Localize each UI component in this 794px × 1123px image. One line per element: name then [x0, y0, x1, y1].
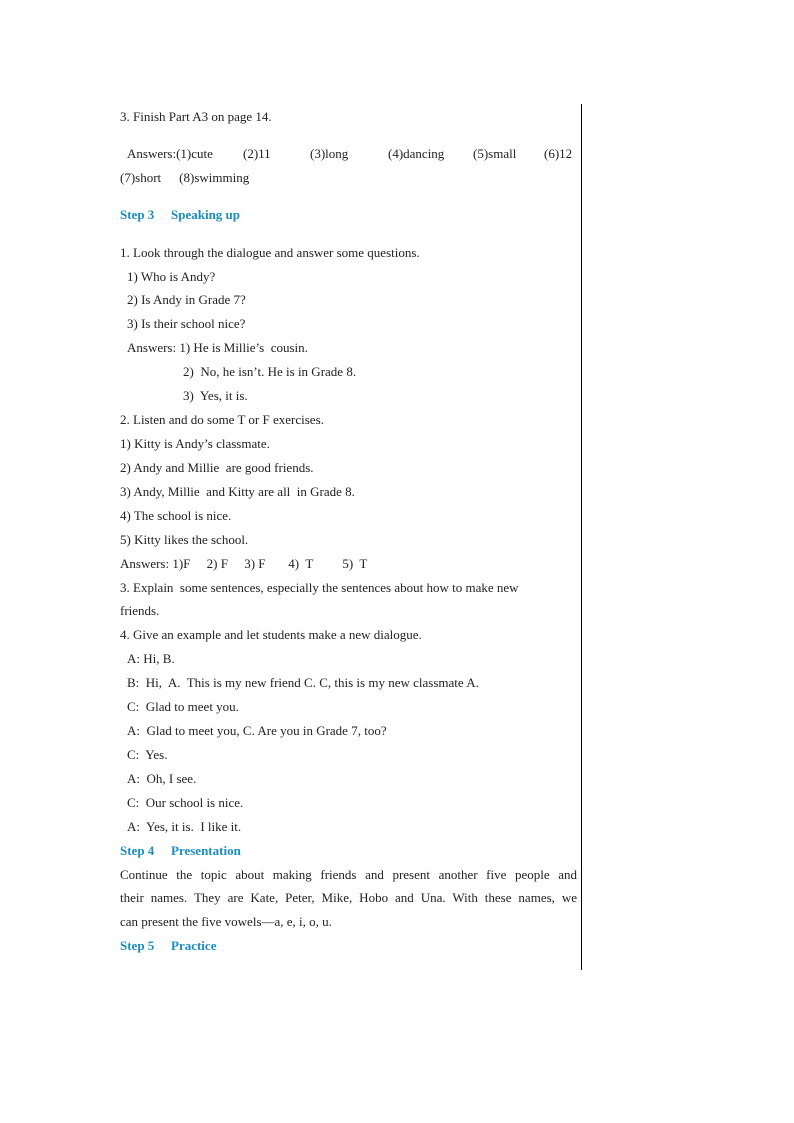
- s3-q1-answer: 3) Yes, it is.: [183, 388, 248, 403]
- s3-q3-line1: 3. Explain some sentences, especially the sentences about how to make new: [120, 580, 519, 595]
- step4-number: Step 4: [120, 843, 155, 858]
- dialogue-line: B: Hi, A. This is my new friend C. C, this is my new classmate A.: [127, 675, 479, 690]
- answer-4: (4)dancing: [388, 146, 445, 161]
- s3-q1-item: 3) Is their school nice?: [127, 316, 246, 331]
- step5-heading: [120, 938, 216, 954]
- s3-q2-item: 5) Kitty likes the school.: [120, 532, 249, 547]
- step4-heading: [120, 843, 241, 859]
- dialogue-line: A: Yes, it is. I like it.: [127, 819, 242, 834]
- dialogue-line: A: Oh, I see.: [127, 771, 197, 786]
- dialogue-line: C: Yes.: [127, 747, 168, 762]
- step4-title: Presentation: [171, 843, 241, 858]
- answer-1: Answers:(1)cute: [127, 146, 213, 161]
- s3-q1-answer: Answers: 1) He is Millie’s cousin.: [127, 340, 308, 355]
- dialogue-line: C: Our school is nice.: [127, 795, 244, 810]
- answers-a3-row1: [127, 146, 577, 162]
- answer-3: (3)long: [310, 146, 349, 161]
- table-border-line: [581, 104, 582, 970]
- answers-a3-row2: [120, 170, 249, 186]
- s4-paragraph-line: can present the five vowels—a, e, i, o, u.: [120, 914, 332, 929]
- finish-part-instruction: 3. Finish Part A3 on page 14.: [120, 109, 272, 124]
- s3-q2: 2. Listen and do some T or F exercises.: [120, 412, 324, 427]
- answer-6: (6)12: [544, 146, 573, 161]
- dialogue-line: C: Glad to meet you.: [127, 699, 239, 714]
- answer-2: (2)11: [243, 146, 271, 161]
- s4-paragraph-line: their names. They are Kate, Peter, Mike, Hobo and Una. With these names, we: [120, 890, 577, 905]
- s3-q2-item: 1) Kitty is Andy’s classmate.: [120, 436, 270, 451]
- dialogue-line: A: Glad to meet you, C. Are you in Grade 7, too?: [127, 723, 387, 738]
- s3-q2-item: 3) Andy, Millie and Kitty are all in Grade 8.: [120, 484, 355, 499]
- s3-q2-answers: Answers: 1)F 2) F 3) F 4) T 5) T: [120, 556, 368, 571]
- s3-q1-item: 1) Who is Andy?: [127, 269, 216, 284]
- s3-q1-answer: 2) No, he isn’t. He is in Grade 8.: [183, 364, 357, 379]
- step3-title: Speaking up: [171, 207, 241, 222]
- step3-heading: [120, 207, 240, 223]
- s3-q1: 1. Look through the dialogue and answer some questions.: [120, 245, 420, 260]
- step5-title: Practice: [171, 938, 217, 953]
- s3-q4: 4. Give an example and let students make a new dialogue.: [120, 627, 422, 642]
- s3-q3-line2: friends.: [120, 603, 160, 618]
- answer-8: (8)swimming: [179, 170, 250, 185]
- answer-7: (7)short: [120, 170, 162, 185]
- step3-number: Step 3: [120, 207, 155, 222]
- answer-5: (5)small: [473, 146, 517, 161]
- s4-paragraph-line: Continue the topic about making friends and present another five people and: [120, 867, 577, 882]
- step5-number: Step 5: [120, 938, 155, 953]
- dialogue-line: A: Hi, B.: [127, 651, 175, 666]
- s3-q2-item: 2) Andy and Millie are good friends.: [120, 460, 314, 475]
- s3-q2-item: 4) The school is nice.: [120, 508, 232, 523]
- s3-q1-item: 2) Is Andy in Grade 7?: [127, 292, 246, 307]
